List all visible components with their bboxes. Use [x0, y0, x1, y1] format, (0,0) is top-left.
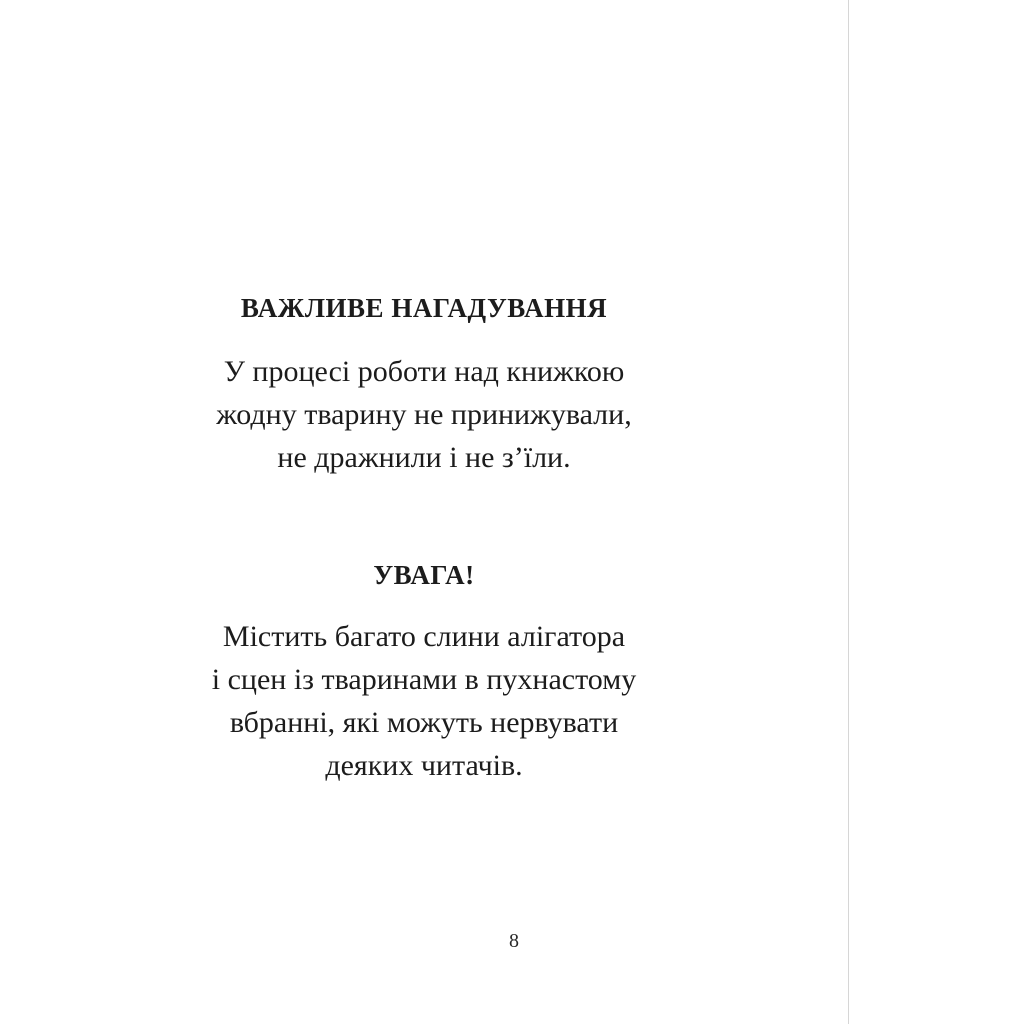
warning-heading: УВАГА! [373, 560, 475, 590]
text-line: вбранні, які можуть нервувати [229, 706, 619, 739]
warning-text [0, 615, 848, 787]
important-reminder-text [0, 350, 848, 479]
text-line: не дражнили і не з’їли. [277, 441, 571, 474]
page-number: 8 [509, 930, 519, 952]
text-line: деяких читачів. [325, 749, 523, 782]
text-line: У процесі роботи над книжкою [223, 355, 625, 388]
page-edge-divider [848, 0, 849, 1024]
warning-section [0, 559, 848, 787]
important-reminder-heading: ВАЖЛИВЕ НАГАДУВАННЯ [240, 293, 608, 323]
text-line: жодну тварину не принижували, [216, 398, 632, 431]
text-line: Містить багато слини алігатора [222, 620, 626, 653]
text-line: і сцен із тваринами в пухнастому [211, 663, 637, 696]
important-reminder-section [0, 292, 848, 479]
